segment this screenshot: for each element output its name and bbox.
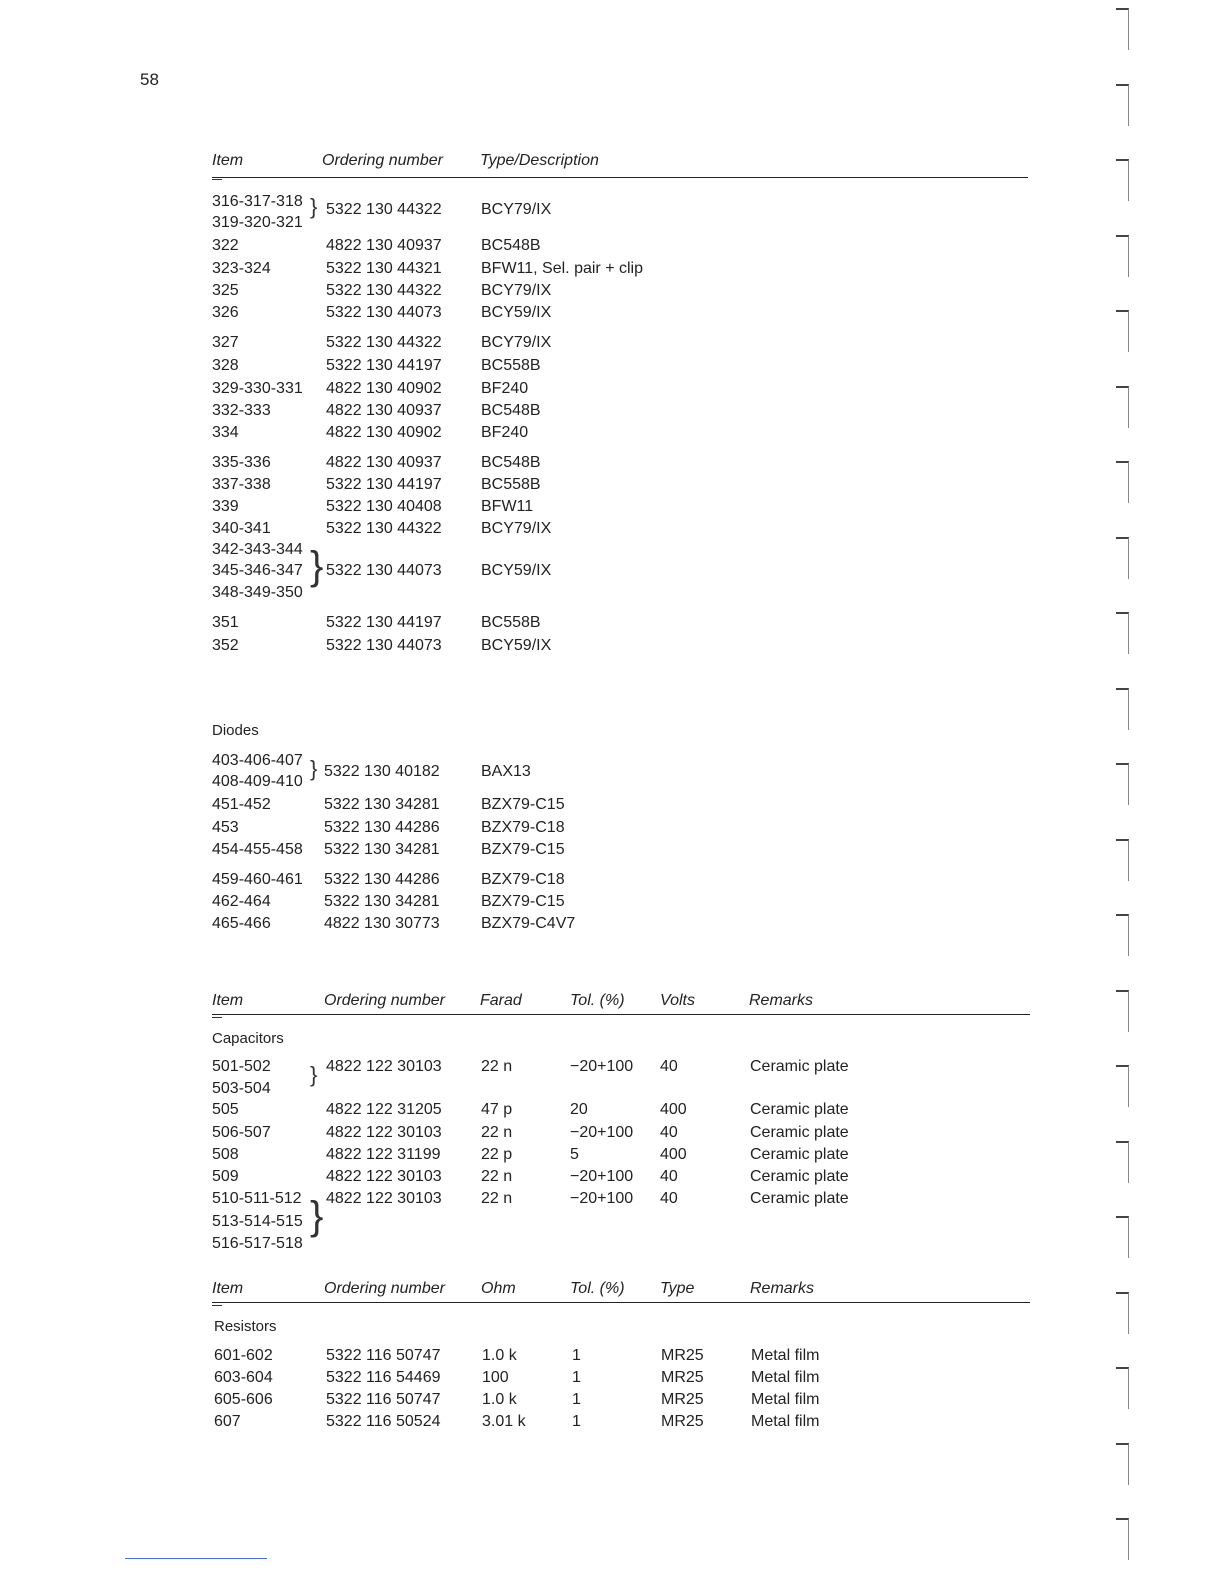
cell-ordering: 4822 130 40902 xyxy=(326,380,442,397)
cell-remarks: Ceramic plate xyxy=(750,1168,849,1185)
cell-ordering: 5322 130 40182 xyxy=(324,763,440,780)
cell-item: 451-452 xyxy=(212,796,271,813)
cell-ordering: 5322 130 44322 xyxy=(326,334,442,351)
cell-volts: 40 xyxy=(660,1190,678,1207)
cell-ordering: 5322 130 44286 xyxy=(324,819,440,836)
col-header-type: Type/Description xyxy=(480,152,599,169)
cell-type: BCY59/IX xyxy=(481,637,552,654)
binding-mark xyxy=(1116,461,1129,503)
cell-item: 316-317-318 xyxy=(212,193,303,210)
cell-item: 453 xyxy=(212,819,239,836)
cell-item: 340-341 xyxy=(212,520,271,537)
cell-item: 332-333 xyxy=(212,402,271,419)
cell-ordering: 4822 130 40937 xyxy=(326,402,442,419)
cell-type: BZX79-C15 xyxy=(481,796,565,813)
cell-item: 459-460-461 xyxy=(212,871,303,888)
cell-type: BC548B xyxy=(481,454,541,471)
header-rule xyxy=(212,1014,1030,1015)
cell-remarks: Ceramic plate xyxy=(750,1146,849,1163)
cell-item: 513-514-515 xyxy=(212,1213,303,1230)
cell-type: BCY79/IX xyxy=(481,201,552,218)
cell-type: BZX79-C15 xyxy=(481,841,565,858)
col-header-tol: Tol. (%) xyxy=(570,1280,625,1297)
cell-type: BC558B xyxy=(481,476,541,493)
binding-mark xyxy=(1116,1443,1129,1485)
cell-item: 326 xyxy=(212,304,239,321)
cell-ordering: 5322 130 44073 xyxy=(326,304,442,321)
col-header-ordering: Ordering number xyxy=(322,152,443,169)
cell-ohm: 1.0 k xyxy=(482,1347,517,1364)
page-number: 58 xyxy=(140,70,159,89)
cell-remarks: Metal film xyxy=(751,1369,820,1386)
cell-ordering: 4822 122 31205 xyxy=(326,1101,442,1118)
cell-remarks: Ceramic plate xyxy=(750,1124,849,1141)
binding-mark xyxy=(1116,235,1129,277)
binding-mark xyxy=(1116,1216,1129,1258)
cell-item: 327 xyxy=(212,334,239,351)
cell-ordering: 4822 130 30773 xyxy=(324,915,440,932)
binding-mark xyxy=(1116,386,1129,428)
cell-type: BCY79/IX xyxy=(481,520,552,537)
cell-farad: 22 p xyxy=(481,1146,513,1163)
binding-mark xyxy=(1116,1065,1129,1107)
col-header-remarks: Remarks xyxy=(750,1280,815,1297)
cell-item: 506-507 xyxy=(212,1124,271,1141)
cell-item: 465-466 xyxy=(212,915,271,932)
cell-ordering: 5322 130 34281 xyxy=(324,893,440,910)
cell-item: 329-330-331 xyxy=(212,380,303,397)
cell-ordering: 5322 116 50747 xyxy=(326,1347,441,1364)
cell-remarks: Metal film xyxy=(751,1391,820,1408)
cell-type: MR25 xyxy=(661,1391,704,1408)
col-header-item: Item xyxy=(212,152,244,169)
cell-type: MR25 xyxy=(661,1347,704,1364)
cell-item: 323-324 xyxy=(212,260,271,277)
cell-item: 334 xyxy=(212,424,239,441)
cell-tol: 1 xyxy=(572,1413,581,1430)
col-header-volts: Volts xyxy=(660,992,695,1009)
cell-item: 501-502 xyxy=(212,1058,271,1075)
cell-item: 337-338 xyxy=(212,476,271,493)
cell-ordering: 5322 130 40408 xyxy=(326,498,442,515)
cell-ordering: 4822 130 40937 xyxy=(326,237,442,254)
col-header-item: Item xyxy=(212,992,244,1009)
cell-tol: −20+100 xyxy=(570,1124,634,1141)
cell-type: BZX79-C18 xyxy=(481,871,565,888)
cell-type: BCY79/IX xyxy=(481,334,552,351)
cell-remarks: Ceramic plate xyxy=(750,1101,849,1118)
cell-ordering: 5322 116 54469 xyxy=(326,1369,441,1386)
cell-volts: 400 xyxy=(660,1146,687,1163)
cell-farad: 47 p xyxy=(481,1101,513,1118)
binding-mark xyxy=(1116,310,1129,352)
cell-item: 454-455-458 xyxy=(212,841,303,858)
cell-ordering: 4822 122 30103 xyxy=(326,1058,442,1075)
cell-tol: 1 xyxy=(572,1391,581,1408)
cell-remarks: Ceramic plate xyxy=(750,1058,849,1075)
cell-remarks: Metal film xyxy=(751,1347,820,1364)
binding-mark xyxy=(1116,1141,1129,1183)
cell-ordering: 5322 130 44286 xyxy=(324,871,440,888)
col-header-ohm: Ohm xyxy=(481,1280,516,1297)
cell-type: BC548B xyxy=(481,402,541,419)
cell-tol: −20+100 xyxy=(570,1190,634,1207)
binding-mark xyxy=(1116,1292,1129,1334)
cell-tol: −20+100 xyxy=(570,1058,634,1075)
cell-ordering: 5322 130 34281 xyxy=(324,841,440,858)
cell-ordering: 4822 122 30103 xyxy=(326,1190,442,1207)
cell-item: 339 xyxy=(212,498,239,515)
cell-type: BF240 xyxy=(481,424,529,441)
col-header-type: Type xyxy=(660,1280,695,1297)
col-header-remarks: Remarks xyxy=(749,992,814,1009)
cell-volts: 40 xyxy=(660,1168,678,1185)
binding-mark xyxy=(1116,688,1129,730)
cell-item: 403-406-407 xyxy=(212,752,303,769)
cell-ohm: 1.0 k xyxy=(482,1391,517,1408)
brace: } xyxy=(310,544,324,588)
cell-item: 325 xyxy=(212,282,239,299)
cell-item: 509 xyxy=(212,1168,239,1185)
cell-ordering: 5322 116 50747 xyxy=(326,1391,441,1408)
col-header-farad: Farad xyxy=(480,992,522,1009)
binding-mark xyxy=(1116,84,1129,126)
cell-farad: 22 n xyxy=(481,1168,513,1185)
cell-ordering: 5322 130 44322 xyxy=(326,201,442,218)
cell-item: 352 xyxy=(212,637,239,654)
cell-type: BAX13 xyxy=(481,763,531,780)
cell-item: 408-409-410 xyxy=(212,773,303,790)
cell-ohm: 3.01 k xyxy=(482,1413,526,1430)
cell-ordering: 5322 130 44322 xyxy=(326,520,442,537)
cell-item: 505 xyxy=(212,1101,239,1118)
header-rule xyxy=(212,1302,1030,1303)
cell-type: BZX79-C18 xyxy=(481,819,565,836)
cell-item: 508 xyxy=(212,1146,239,1163)
cell-type: BCY59/IX xyxy=(481,304,552,321)
cell-ordering: 5322 130 44197 xyxy=(326,357,442,374)
brace: } xyxy=(310,194,318,219)
cell-tol: 5 xyxy=(570,1146,579,1163)
binding-mark xyxy=(1116,1367,1129,1409)
cell-type: BZX79-C4V7 xyxy=(481,915,576,932)
cell-volts: 400 xyxy=(660,1101,687,1118)
cell-item: 319-320-321 xyxy=(212,214,303,231)
cell-ordering: 5322 130 44197 xyxy=(326,476,442,493)
cell-item: 348-349-350 xyxy=(212,584,303,601)
cell-ordering: 5322 116 50524 xyxy=(326,1413,441,1430)
cell-farad: 22 n xyxy=(481,1124,513,1141)
cell-farad: 22 n xyxy=(481,1058,513,1075)
section-title-diodes: Diodes xyxy=(212,722,259,739)
cell-item: 462-464 xyxy=(212,893,271,910)
brace: } xyxy=(310,1062,318,1087)
cell-item: 342-343-344 xyxy=(212,541,303,558)
cell-type: BC548B xyxy=(481,237,541,254)
cell-item: 607 xyxy=(214,1413,241,1430)
cell-farad: 22 n xyxy=(481,1190,513,1207)
cell-ordering: 5322 130 44073 xyxy=(326,562,442,579)
cell-type: BFW11, Sel. pair + clip xyxy=(481,260,643,277)
cell-tol: −20+100 xyxy=(570,1168,634,1185)
cell-type: BFW11 xyxy=(481,498,534,515)
cell-type: BCY59/IX xyxy=(481,562,552,579)
col-header-ordering: Ordering number xyxy=(324,992,445,1009)
binding-mark xyxy=(1116,1518,1129,1560)
cell-item: 516-517-518 xyxy=(212,1235,303,1252)
cell-volts: 40 xyxy=(660,1124,678,1141)
cell-type: BC558B xyxy=(481,357,541,374)
cell-remarks: Metal film xyxy=(751,1413,820,1430)
cell-ordering: 4822 122 30103 xyxy=(326,1124,442,1141)
cell-ordering: 5322 130 44073 xyxy=(326,637,442,654)
binding-mark xyxy=(1116,763,1129,805)
binding-mark xyxy=(1116,537,1129,579)
cell-type: MR25 xyxy=(661,1413,704,1430)
cell-item: 510-511-512 xyxy=(212,1190,302,1207)
cell-volts: 40 xyxy=(660,1058,678,1075)
cell-remarks: Ceramic plate xyxy=(750,1190,849,1207)
cell-type: BCY79/IX xyxy=(481,282,552,299)
binding-mark xyxy=(1116,839,1129,881)
binding-mark xyxy=(1116,914,1129,956)
cell-type: BZX79-C15 xyxy=(481,893,565,910)
cell-ordering: 4822 122 30103 xyxy=(326,1168,442,1185)
cell-item: 603-604 xyxy=(214,1369,273,1386)
cell-ordering: 5322 130 44321 xyxy=(326,260,442,277)
cell-type: BC558B xyxy=(481,614,541,631)
cell-ordering: 5322 130 44197 xyxy=(326,614,442,631)
cell-tol: 1 xyxy=(572,1369,581,1386)
cell-tol: 20 xyxy=(570,1101,588,1118)
cell-ordering: 4822 130 40937 xyxy=(326,454,442,471)
binding-mark xyxy=(1116,8,1129,50)
cell-ordering: 4822 122 31199 xyxy=(326,1146,441,1163)
cell-type: MR25 xyxy=(661,1369,704,1386)
cell-item: 345-346-347 xyxy=(212,562,303,579)
cell-ordering: 5322 130 34281 xyxy=(324,796,440,813)
cell-item: 351 xyxy=(212,614,239,631)
brace: } xyxy=(310,1194,324,1238)
col-header-ordering: Ordering number xyxy=(324,1280,445,1297)
cell-item: 605-606 xyxy=(214,1391,273,1408)
header-rule xyxy=(212,177,1028,178)
cell-item: 328 xyxy=(212,357,239,374)
binding-mark xyxy=(1116,159,1129,201)
cell-type: BF240 xyxy=(481,380,529,397)
cell-item: 322 xyxy=(212,237,239,254)
footer-rule xyxy=(125,1558,267,1559)
section-title-resistors: Resistors xyxy=(214,1318,277,1335)
cell-ordering: 4822 130 40902 xyxy=(326,424,442,441)
cell-item: 601-602 xyxy=(214,1347,273,1364)
binding-mark xyxy=(1116,612,1129,654)
cell-item: 335-336 xyxy=(212,454,271,471)
cell-ordering: 5322 130 44322 xyxy=(326,282,442,299)
binding-mark xyxy=(1116,990,1129,1032)
col-header-item: Item xyxy=(212,1280,244,1297)
brace: } xyxy=(310,756,318,781)
cell-tol: 1 xyxy=(572,1347,581,1364)
cell-ohm: 100 xyxy=(482,1369,509,1386)
col-header-tol: Tol. (%) xyxy=(570,992,625,1009)
section-title-capacitors: Capacitors xyxy=(212,1030,284,1047)
cell-item: 503-504 xyxy=(212,1080,271,1097)
